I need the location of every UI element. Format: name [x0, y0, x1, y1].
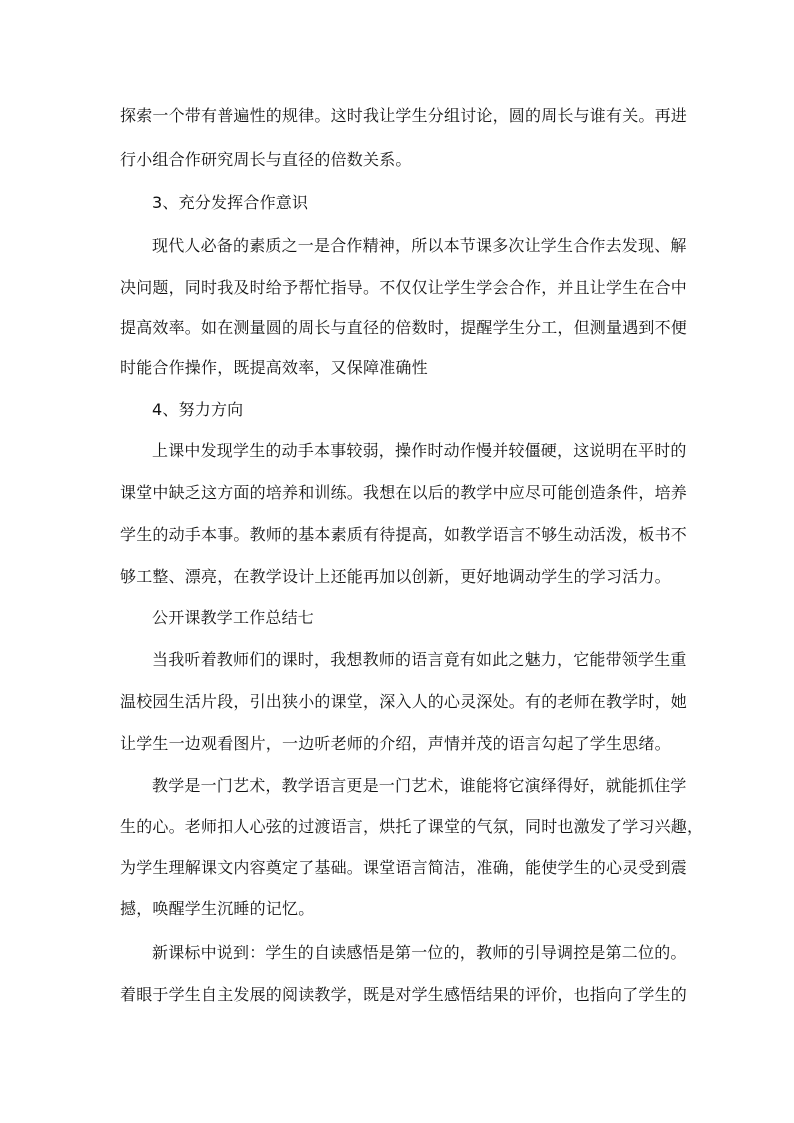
text-line: 现代人必备的素质之一是合作精神，所以本节课多次让学生合作去发现、解 — [152, 236, 687, 255]
text-line: 让学生一边观看图片，一边听老师的介绍，声情并茂的语言勾起了学生思绪。 — [120, 734, 671, 753]
text-line: 当我听着教师们的课时，我想教师的语言竟有如此之魅力，它能带领学生重 — [152, 650, 687, 669]
text-line: 行小组合作研究周长与直径的倍数关系。 — [120, 150, 412, 169]
text-line: 学生的动手本事。教师的基本素质有待提高，如教学语言不够生动活泼，板书不 — [120, 525, 688, 544]
text-line: 温校园生活片段，引出狭小的课堂，深入人的心灵深处。有的老师在教学时，她 — [120, 692, 688, 711]
text-line: 决问题，同时我及时给予帮忙指导。不仅仅让学生学会合作，并且让学生在合中 — [120, 278, 688, 297]
text-line: 为学生理解课文内容奠定了基础。课堂语言简洁，准确，能使学生的心灵受到震 — [120, 858, 688, 877]
text-line: 新课标中说到：学生的自读感悟是第一位的，教师的引导调控是第二位的。 — [152, 943, 687, 962]
text-line: 生的心。老师扣人心弦的过渡语言，烘托了课堂的气氛，同时也激发了学习兴趣， — [120, 817, 704, 836]
text-line: 教学是一门艺术，教学语言更是一门艺术，谁能将它演绎得好，就能抓住学 — [152, 776, 687, 795]
section-heading: 公开课教学工作总结七 — [152, 608, 315, 627]
text-line: 着眼于学生自主发展的阅读教学，既是对学生感悟结果的评价，也指向了学生的 — [120, 985, 688, 1004]
text-line: 上课中发现学生的动手本事较弱，操作时动作慢并较僵硬，这说明在平时的 — [152, 441, 687, 460]
text-line: 撼，唤醒学生沉睡的记忆。 — [120, 899, 315, 918]
text-line: 课堂中缺乏这方面的培养和训练。我想在以后的教学中应尽可能创造条件，培养 — [120, 483, 688, 502]
text-line: 够工整、漂亮，在教学设计上还能再加以创新，更好地调动学生的学习活力。 — [120, 567, 671, 586]
text-line: 探索一个带有普遍性的规律。这时我让学生分组讨论，圆的周长与谁有关。再进 — [120, 106, 688, 125]
section-heading: 4、努力方向 — [152, 400, 244, 419]
text-line: 时能合作操作，既提高效率，又保障准确性 — [120, 358, 428, 377]
section-heading: 3、充分发挥合作意识 — [152, 193, 309, 212]
text-line: 提高效率。如在测量圆的周长与直径的倍数时，提醒学生分工，但测量遇到不便 — [120, 318, 688, 337]
